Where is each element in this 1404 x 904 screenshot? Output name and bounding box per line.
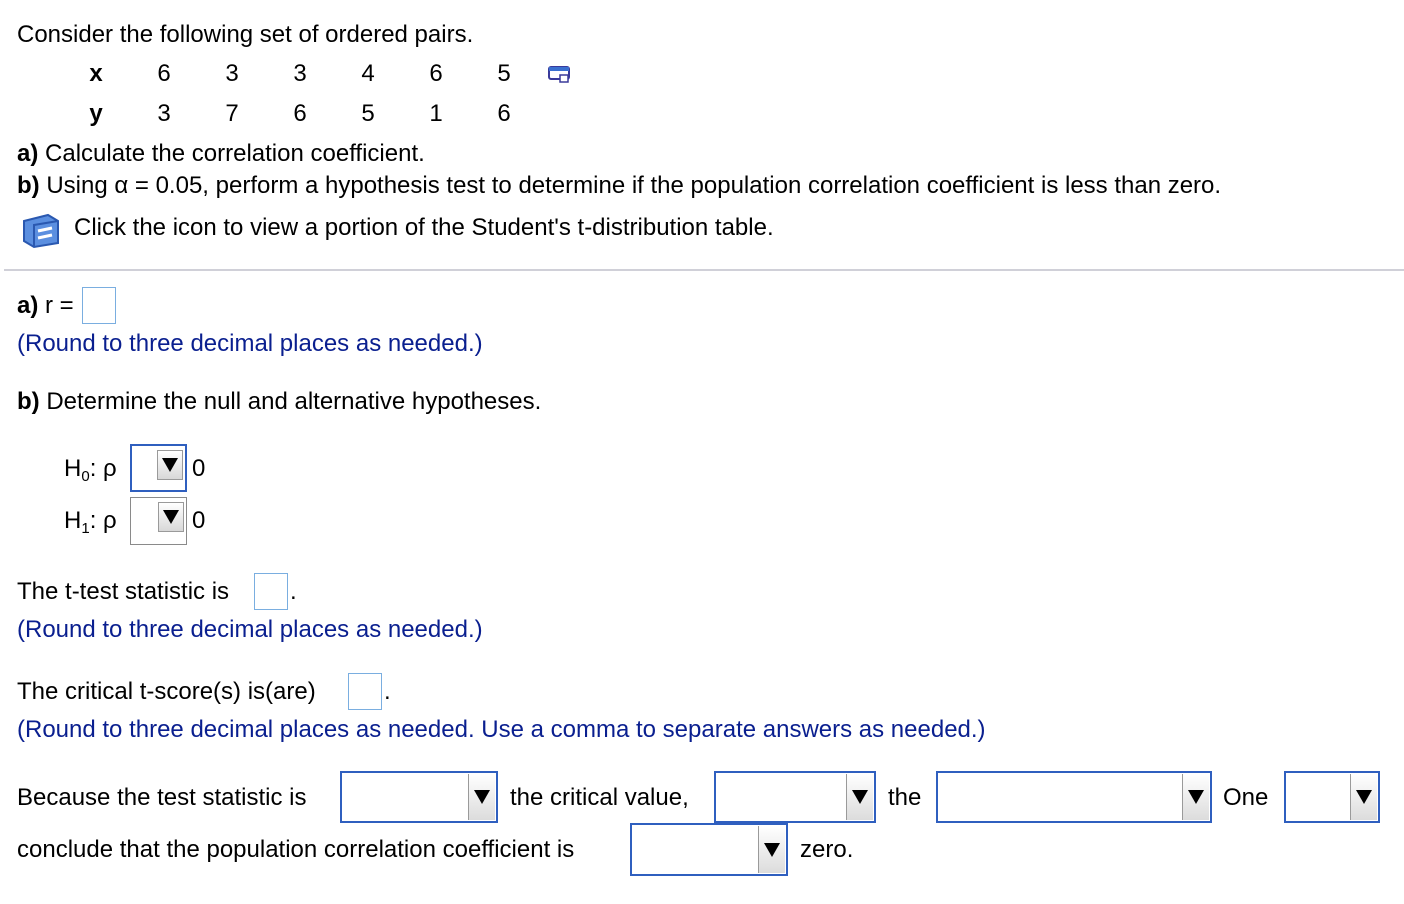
h1-rho: : ρ xyxy=(89,507,117,534)
hypothesis-select[interactable] xyxy=(936,771,1212,823)
table-row-x xyxy=(62,54,538,94)
answer-b-row xyxy=(17,388,541,416)
h0-value: 0 xyxy=(192,455,206,482)
chevron-down-icon[interactable] xyxy=(846,774,873,820)
answer-b-label: b) xyxy=(17,388,40,415)
r-answer-input[interactable] xyxy=(82,287,116,324)
t-stat-text: The t-test statistic is xyxy=(17,578,230,605)
relation-select[interactable] xyxy=(630,823,788,876)
divider xyxy=(4,269,1404,271)
comparison-select[interactable] xyxy=(340,771,498,823)
chevron-down-icon[interactable] xyxy=(157,450,183,480)
answer-a-row xyxy=(17,292,74,320)
table-cell: 6 xyxy=(497,100,511,127)
decision-select[interactable] xyxy=(714,771,876,823)
critical-value-text: the critical value, xyxy=(510,784,689,811)
table-cell: 1 xyxy=(429,100,443,127)
critical-text: The critical t-score(s) is(are) xyxy=(17,678,316,705)
chevron-down-icon[interactable] xyxy=(758,826,785,873)
table-header-x: x xyxy=(89,60,103,87)
table-row-y xyxy=(62,94,538,134)
h0-label xyxy=(64,455,117,485)
chevron-down-icon[interactable] xyxy=(1182,774,1209,820)
book-icon[interactable] xyxy=(18,211,62,249)
round-note: (Round to three decimal places as needed.) xyxy=(17,330,483,357)
ordered-pairs-table xyxy=(62,54,538,134)
table-cell: 6 xyxy=(157,60,171,87)
copy-icon[interactable] xyxy=(548,66,574,84)
question-intro: Consider the following set of ordered pairs. xyxy=(17,21,474,48)
t-stat-period: . xyxy=(290,578,297,605)
h0-operator-select[interactable] xyxy=(130,444,187,492)
table-cell: 6 xyxy=(293,100,307,127)
table-cell: 3 xyxy=(225,60,239,87)
table-header-y: y xyxy=(89,100,103,127)
table-cell: 6 xyxy=(429,60,443,87)
h0-letter: H xyxy=(64,455,82,482)
critical-t-input[interactable] xyxy=(348,673,382,710)
round-note: (Round to three decimal places as needed.) xyxy=(17,616,483,643)
zero-text: zero. xyxy=(800,836,854,863)
hypotheses-prompt: Determine the null and alternative hypotheses. xyxy=(46,388,542,415)
one-text: One xyxy=(1223,784,1269,811)
table-cell: 5 xyxy=(497,60,511,87)
h0-rho: : ρ xyxy=(89,455,117,482)
h1-subscript: 1 xyxy=(81,520,90,537)
t-table-link[interactable]: Click the icon to view a portion of the Student's t-distribution table. xyxy=(74,214,774,241)
table-cell: 5 xyxy=(361,100,375,127)
chevron-down-icon[interactable] xyxy=(1350,774,1377,820)
chevron-down-icon[interactable] xyxy=(158,502,184,532)
conclude-text: conclude that the population correlation coefficient is xyxy=(17,836,575,863)
because-text: Because the test statistic is xyxy=(17,784,307,811)
round-note: (Round to three decimal places as needed. Use a comma to separate answers as needed.) xyxy=(17,716,986,743)
answer-a-label: a) xyxy=(17,292,39,319)
part-b-label: b) xyxy=(17,172,40,199)
table-cell: 4 xyxy=(361,60,375,87)
t-stat-input[interactable] xyxy=(254,573,288,610)
part-b-question xyxy=(17,172,1221,200)
table-cell: 3 xyxy=(293,60,307,87)
table-cell: 3 xyxy=(157,100,171,127)
part-a-question xyxy=(17,140,425,168)
chevron-down-icon[interactable] xyxy=(468,774,495,820)
table-cell: 7 xyxy=(225,100,239,127)
h1-value: 0 xyxy=(192,507,206,534)
r-label: r = xyxy=(45,292,74,319)
part-a-label: a) xyxy=(17,140,39,167)
part-b-text: Using α = 0.05, perform a hypothesis test to determine if the population correlation coefficient is less than zero. xyxy=(46,172,1222,199)
the-text: the xyxy=(888,784,922,811)
part-a-text: Calculate the correlation coefficient. xyxy=(45,140,425,167)
conclusion-select[interactable] xyxy=(1284,771,1380,823)
h1-letter: H xyxy=(64,507,82,534)
h1-label xyxy=(64,507,117,537)
h0-subscript: 0 xyxy=(81,468,90,485)
h1-operator-select[interactable] xyxy=(130,497,187,545)
critical-period: . xyxy=(384,678,391,705)
